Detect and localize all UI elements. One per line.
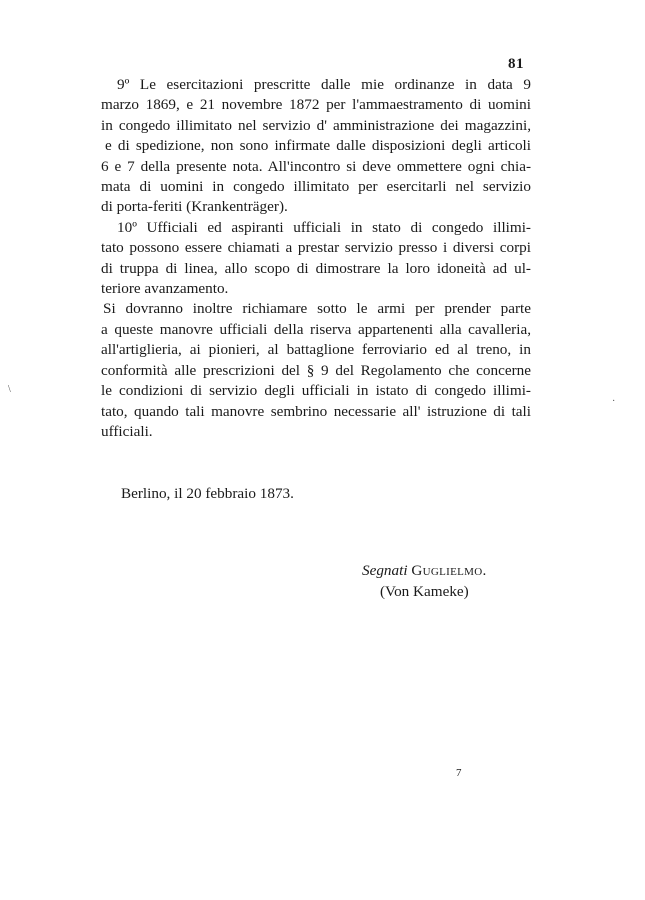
margin-mark-left: \ [8,384,11,395]
text-line: di porta-feriti (Krankenträger). [101,198,288,216]
countersign: (Von Kameke) [380,583,469,600]
text-line: tato possono essere chiamati a prestar servizio presso i diversi corpi [101,239,531,257]
text-line: in congedo illimitato nel servizio d' amministrazione dei magazzini, [101,116,531,134]
text-line: ufficiali. [101,422,153,440]
text-line: 6 e 7 della presente nota. All'incontro si deve ommettere ogni chia- [101,157,531,175]
signature-label: Segnati [362,562,408,579]
text-line: conformità alle prescrizioni del § 9 del Regolamento che concerne [101,361,531,379]
text-line: marzo 1869, e 21 novembre 1872 per l'ammaestramento di uomini [101,96,531,114]
text-line: Si dovranno inoltre richiamare sotto le armi per prender parte [103,300,531,318]
signature-block [362,560,487,602]
text-line: tato, quando tali manovre sembrino necessarie all' istruzione di tali [101,402,531,420]
text-line: le condizioni di servizio degli ufficiali in istato di congedo illimi- [101,382,531,400]
footer-signature-mark: 7 [456,767,462,779]
text-line: 10º Ufficiali ed aspiranti ufficiali in stato di congedo illimi- [117,218,531,236]
text-line: di truppa di linea, allo scopo di dimostrare la loro idoneità ad ul- [101,259,531,277]
place-date: Berlino, il 20 febbraio 1873. [121,485,294,502]
text-line: e di spedizione, non sono infirmate dalle disposizioni degli articoli [105,137,531,155]
signer-name: Guglielmo. [411,562,487,579]
text-line: teriore avanzamento. [101,280,229,298]
margin-mark-right: · [612,396,616,407]
text-line: 9º Le esercitazioni prescritte dalle mie ordinanze in data 9 [117,76,531,93]
page-number: 81 [508,56,524,72]
text-line: mata di uomini in congedo illimitato per esercitarli nel servizio [101,178,531,196]
text-line: all'artiglieria, ai pionieri, al battaglione ferroviario ed al treno, in [101,341,531,359]
body-text [101,75,531,442]
text-line: a queste manovre ufficiali della riserva appartenenti alla cavalleria, [101,320,531,338]
